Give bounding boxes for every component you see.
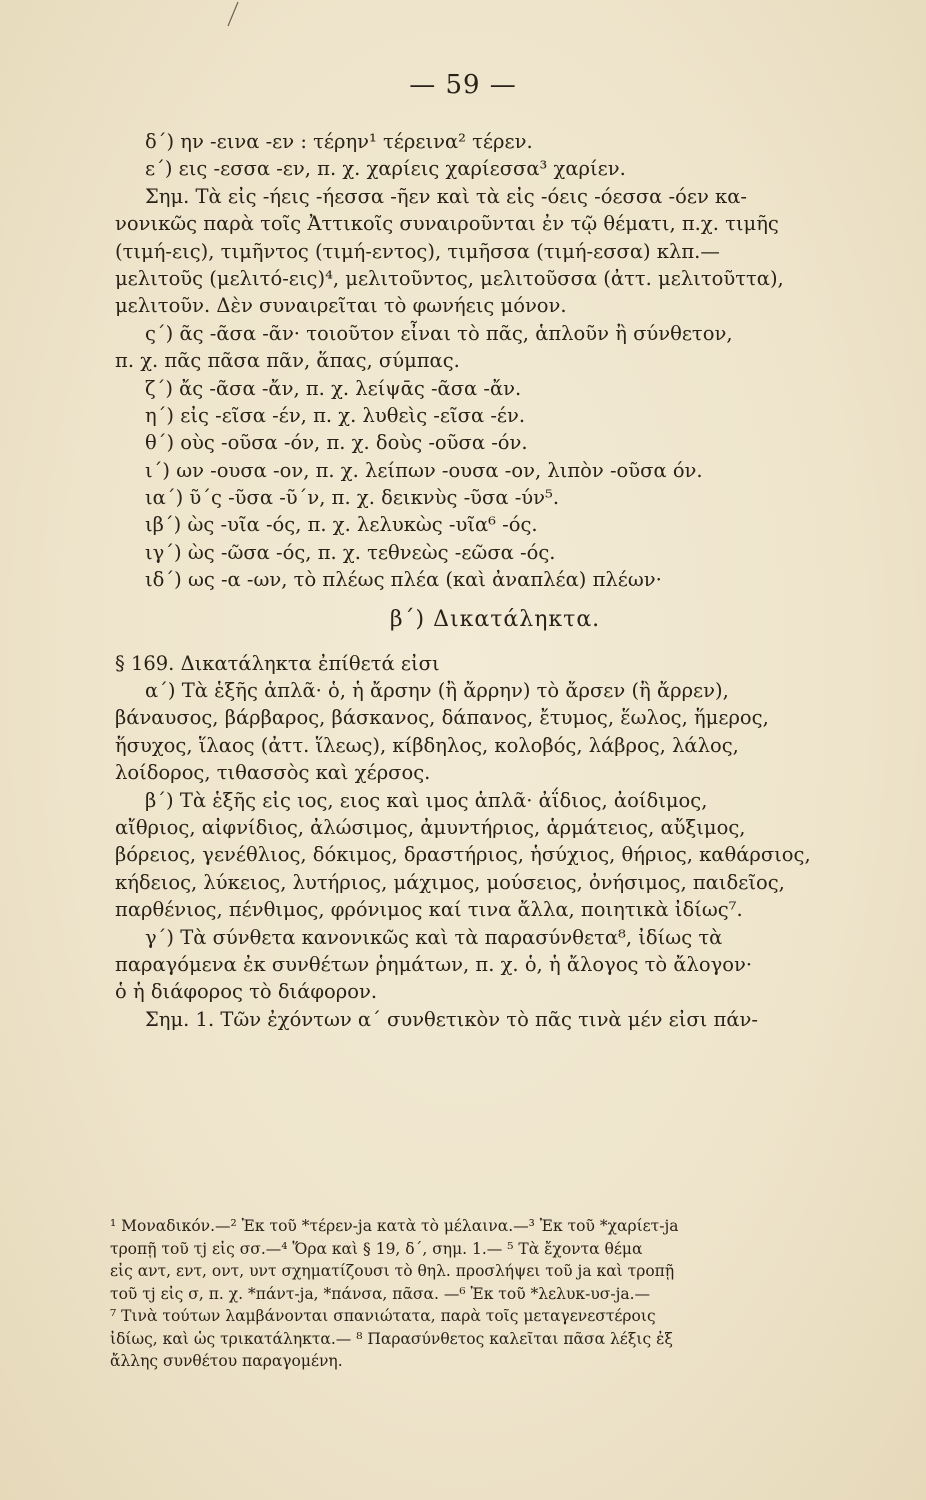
text-line: π. χ. πᾶς πᾶσα πᾶν, ἅπας, σύμπας. [115, 349, 460, 373]
footnote-line: ¹ Μοναδικόν.—² Ἐκ τοῦ *τέρεν-ja κατὰ τὸ μέλαινα.—³ Ἐκ τοῦ *χαρίετ-ja [110, 1217, 679, 1235]
text-line: λοίδορος, τιθασσὸς καὶ χέρσος. [115, 761, 431, 785]
section-heading: β´) Δικατάληκτα. [389, 606, 601, 632]
text-line: νονικῶς παρὰ τοῖς Ἀττικοῖς συναιροῦνται ἐν τῷ θέματι, π.χ. τιμῆς [115, 212, 779, 236]
text-line: μελιτοῦς (μελιτό-εις)⁴, μελιτοῦντος, μελιτοῦσσα (ἀττ. μελιτοῦττα), [115, 266, 784, 290]
text-line: ιγ´) ὼς -ῶσα -ός, π. χ. τεθνεὼς -εῶσα -ός. [145, 540, 556, 564]
text-line: β´) Τὰ ἑξῆς εἰς ιος, ειος καὶ ιμος ἁπλᾶ· ἀΐδιος, ἀοίδιμος, [145, 788, 708, 812]
footnote-line: τοῦ τj εἰς σ, π. χ. *πάντ-ja, *πάνσα, πᾶσα. —⁶ Ἐκ τοῦ *λελυκ-υσ-ja.— [110, 1284, 651, 1303]
footnote-line: εἰς αντ, εντ, οντ, υντ σχηματίζουσι τὸ θηλ. προσλήψει τοῦ ja καὶ τροπῇ [110, 1262, 675, 1280]
text-line: (τιμή-εις), τιμῆντος (τιμή-εντος), τιμῆσσα (τιμή-εσσα) κλπ.— [115, 239, 720, 263]
text-line: ι´) ων -ουσα -ον, π. χ. λείπων -ουσα -ον, λιπὸν -οῦσα όν. [145, 458, 703, 482]
main-text [115, 128, 875, 1033]
text-line: δ´) ην -εινα -εν : τέρην¹ τέρεινα² τέρεν. [145, 130, 533, 153]
page-number: — 59 — [409, 70, 517, 100]
text-line: θ´) οὺς -οῦσα -όν, π. χ. δοὺς -οῦσα -όν. [145, 431, 528, 455]
text-line: ς´) ᾶς -ᾶσα -ᾶν· τοιοῦτον εἶναι τὸ πᾶς, ἁπλοῦν ἢ σύνθετον, [145, 321, 733, 345]
text-line: ιδ´) ως -α -ων, τὸ πλέως πλέα (καὶ ἀναπλέα) πλέων· [145, 568, 662, 592]
text-line: βάναυσος, βάρβαρος, βάσκανος, δάπανος, ἔτυμος, ἕωλος, ἥμερος, [115, 706, 769, 730]
text-line: παραγόμενα ἐκ συνθέτων ῥημάτων, π. χ. ὁ, ἡ ἄλογος τὸ ἄλογον· [115, 952, 753, 976]
text-line: κήδειος, λύκειος, λυτήριος, μάχιμος, μούσειος, ὀνήσιμος, παιδεῖος, [115, 870, 785, 894]
footnote-line: τροπῇ τοῦ τj εἰς σσ.—⁴ Ὅρα καὶ § 19, δ´, σημ. 1.— ⁵ Τὰ ἔχοντα θέμα [110, 1239, 643, 1258]
text-line: ιβ´) ὼς -υῖα -ός, π. χ. λελυκὼς -υῖα⁶ -ός. [145, 513, 538, 537]
pencil-mark [210, 0, 250, 30]
text-line: Σημ. Τὰ εἰς -ήεις -ήεσσα -ῆεν καὶ τὰ εἰς -όεις -όεσσα -όεν κα- [145, 184, 747, 208]
text-line: ὁ ἡ διάφορος τὸ διάφορον. [115, 980, 378, 1004]
section-title: § 169. Δικατάληκτα ἐπίθετά εἰσι [115, 651, 440, 675]
text-line: γ´) Τὰ σύνθετα κανονικῶς καὶ τὰ παρασύνθετα⁸, ἰδίως τὰ [145, 925, 723, 949]
text-line: ἥσυχος, ἵλαος (ἀττ. ἵλεως), κίβδηλος, κολοβός, λάβρος, λάλος, [115, 733, 739, 757]
text-line: ε´) εις -εσσα -εν, π. χ. χαρίεις χαρίεσσα³ χαρίεν. [145, 157, 626, 181]
text-line: παρθένιος, πένθιμος, φρόνιμος καί τινα ἄλλα, ποιητικὰ ἰδίως⁷. [115, 898, 743, 922]
text-line: Σημ. 1. Τῶν ἐχόντων α´ συνθετικὸν τὸ πᾶς τινὰ μέν εἰσι πάν- [145, 1007, 758, 1031]
text-line: μελιτοῦν. Δὲν συναιρεῖται τὸ φωνήεις μόνον. [115, 294, 567, 318]
text-line: ια´) ῦ΄ς -ῦσα -ῦ΄ν, π. χ. δεικνὺς -ῦσα -ύν⁵. [145, 486, 560, 510]
footnote-line: ἄλλης συνθέτου παραγομένη. [110, 1352, 343, 1370]
footnotes [110, 1215, 875, 1373]
text-line: ζ´) ἄς -ᾶσα -ἄν, π. χ. λείψᾱς -ᾶσα -ἄν. [145, 376, 522, 400]
text-line: αἴθριος, αἰφνίδιος, ἀλώσιμος, ἀμυντήριος, ἁρμάτειος, αὔξιμος, [115, 815, 746, 839]
text-line: η´) εἰς -εῖσα -έν, π. χ. λυθεὶς -εῖσα -έν. [145, 403, 526, 427]
text-line: βόρειος, γενέθλιος, δόκιμος, δραστήριος, ἡσύχιος, θήριος, καθάρσιος, [115, 843, 811, 867]
footnote-line: ἰδίως, καὶ ὡς τρικατάληκτα.— ⁸ Παρασύνθετος καλεῖται πᾶσα λέξις ἐξ [110, 1329, 673, 1348]
footnote-line: ⁷ Τινὰ τούτων λαμβάνονται σπανιώτατα, παρὰ τοῖς μεταγενεστέροις [110, 1307, 656, 1325]
text-line: α´) Τὰ ἑξῆς ἁπλᾶ· ὁ, ἡ ἄρσην (ἢ ἄρρην) τὸ ἄρσεν (ἢ ἄρρεν), [145, 679, 729, 703]
